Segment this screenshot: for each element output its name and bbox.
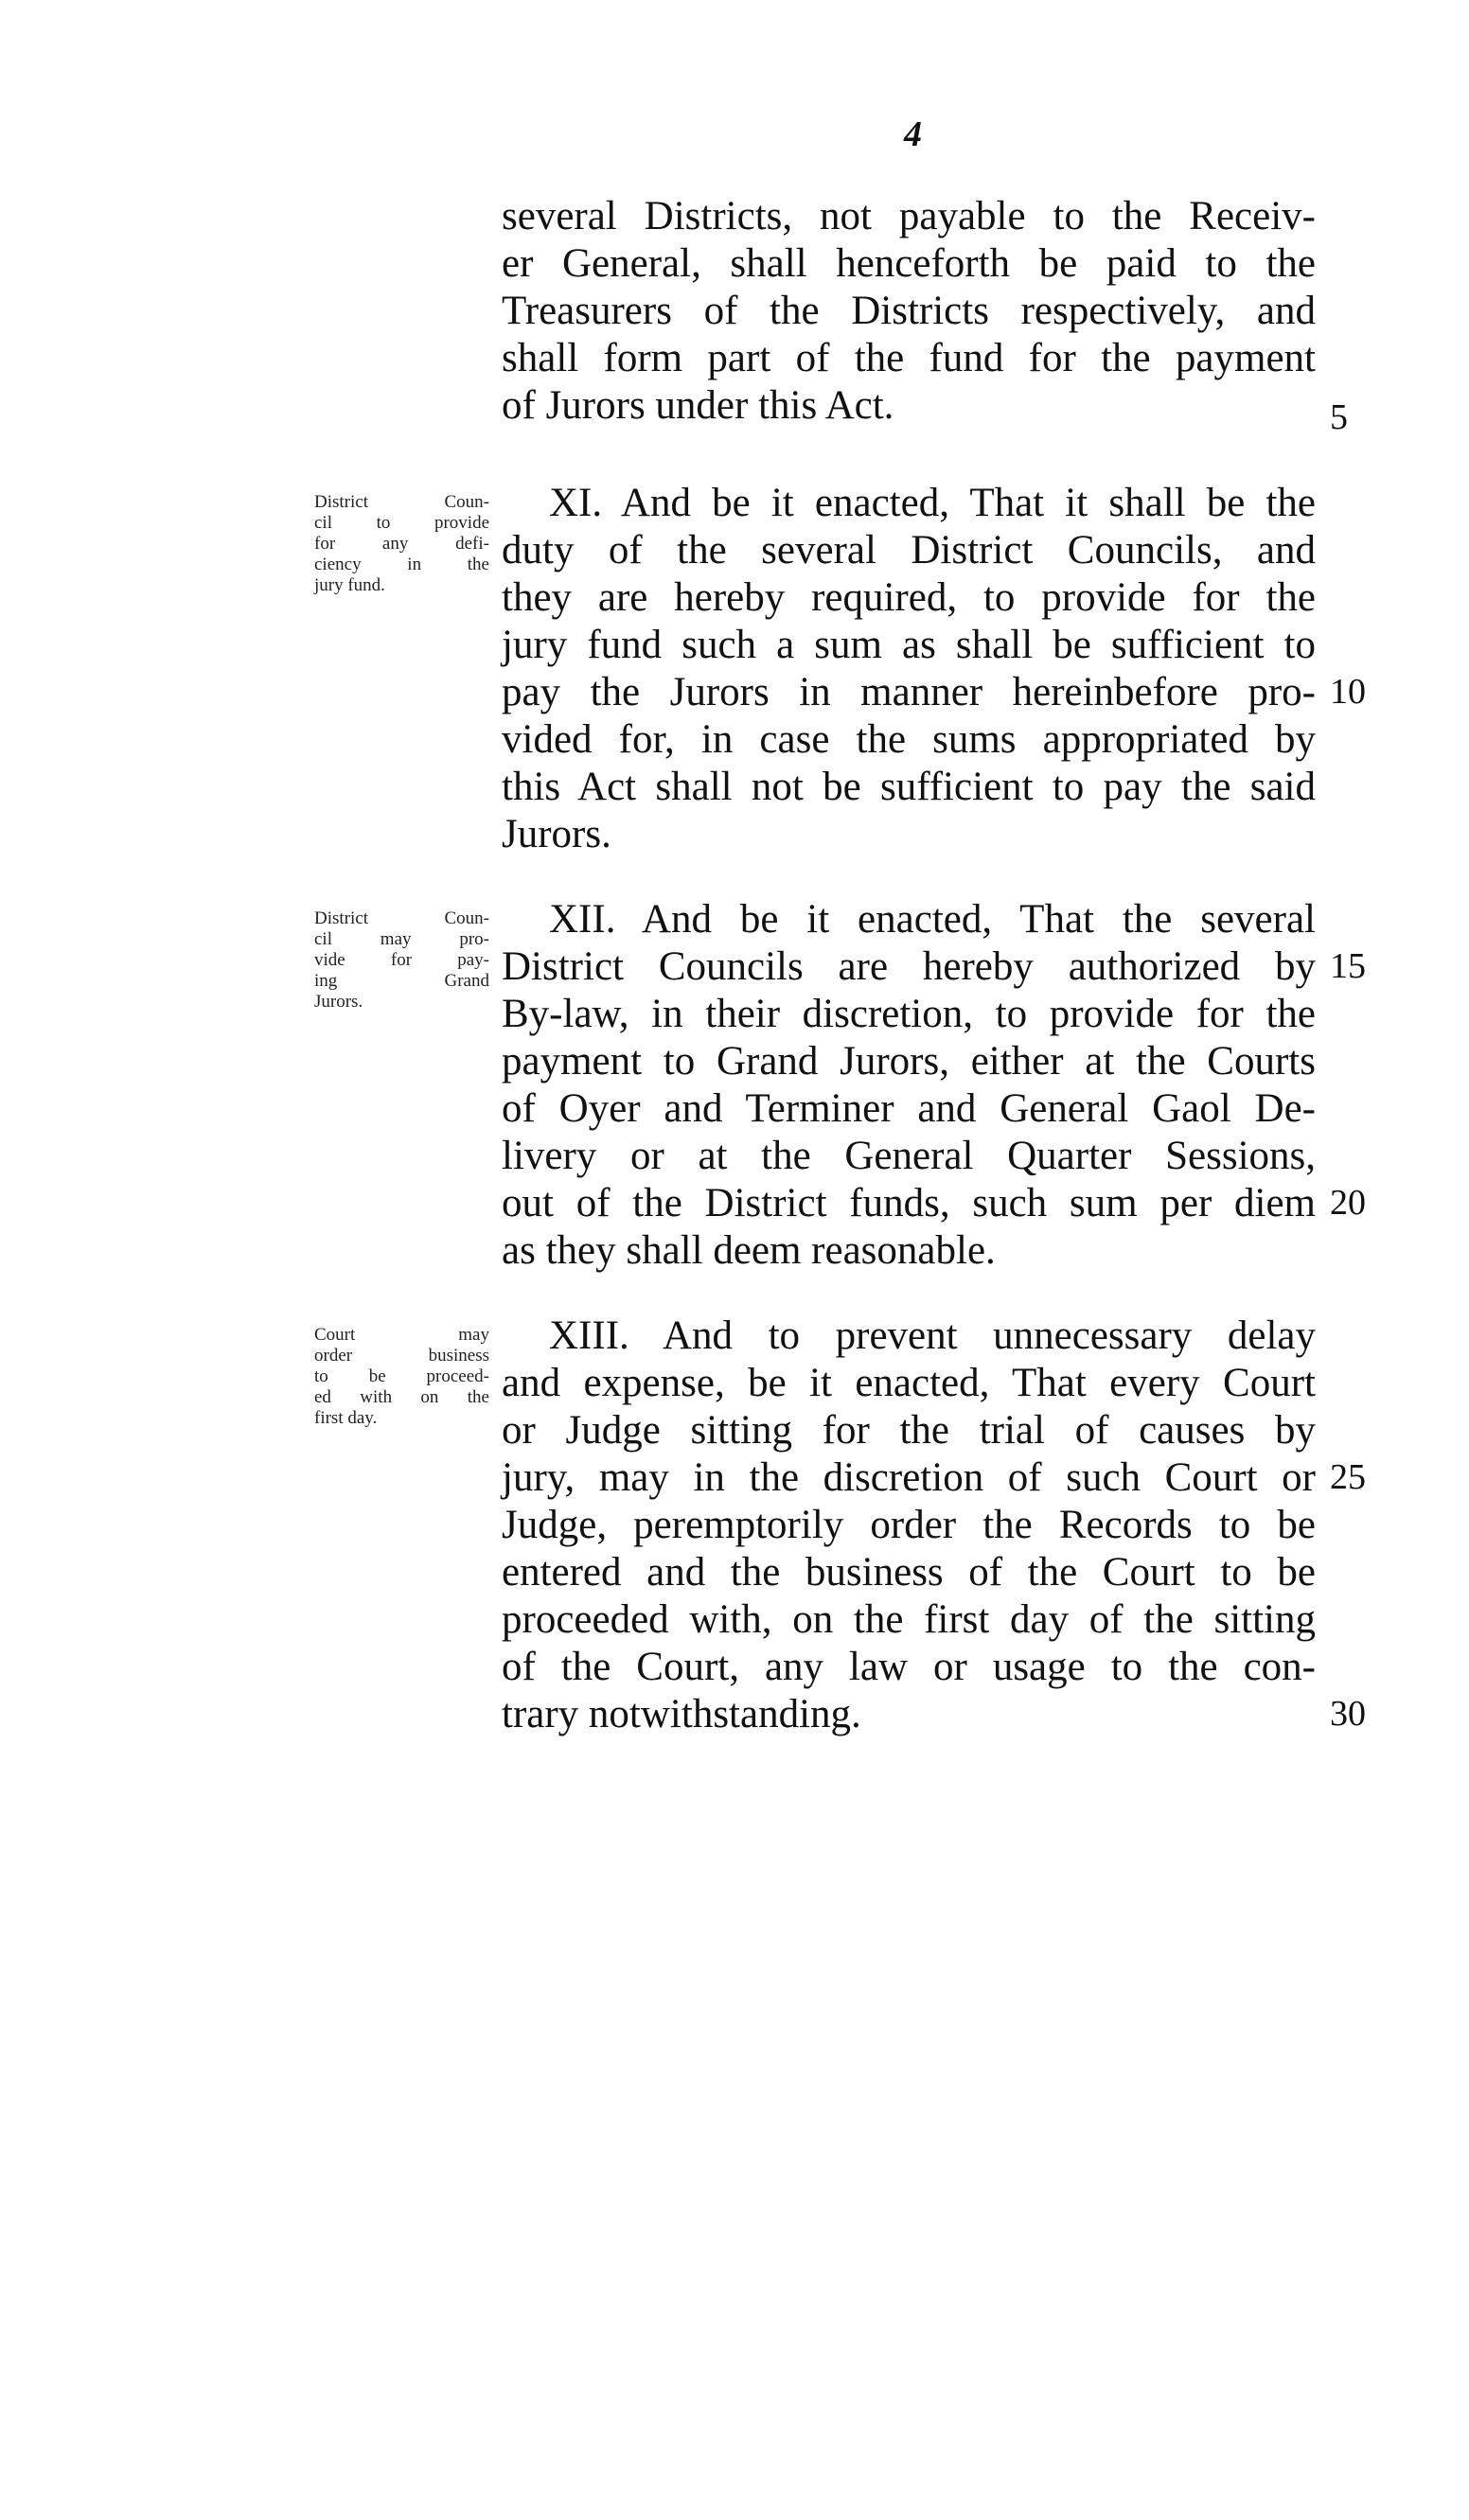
text-line: District Councils are hereby authorized by <box>502 944 1316 989</box>
text-line: of Oyer and Terminer and General Gaol De- <box>502 1086 1316 1131</box>
line-number: 25 <box>1330 1457 1366 1497</box>
text-line: shall form part of the fund for the payment <box>502 336 1316 380</box>
line-number: 10 <box>1330 672 1366 712</box>
text-line: several Districts, not payable to the Receiv- <box>502 194 1316 238</box>
text-line: as they shall deem reasonable. <box>502 1228 996 1273</box>
text-line: duty of the several District Councils, and <box>502 528 1316 573</box>
text-line: XII. And be it enacted, That the several <box>549 897 1316 942</box>
text-line: XIII. And to prevent unnecessary delay <box>549 1313 1316 1358</box>
text-line: jury, may in the discretion of such Court or <box>502 1455 1316 1500</box>
text-line: er General, shall henceforth be paid to the <box>502 241 1316 286</box>
margin-note <box>314 492 489 596</box>
text-line: trary notwithstanding. <box>502 1692 861 1736</box>
text-line: of the Court, any law or usage to the con- <box>502 1645 1316 1689</box>
margin-note-line: Court may <box>314 1325 489 1345</box>
margin-note-line: Jurors. <box>314 992 363 1012</box>
margin-note-line: District Coun- <box>314 492 489 512</box>
margin-note-line: ed with on the <box>314 1387 489 1407</box>
line-number: 5 <box>1330 397 1348 437</box>
text-line: of Jurors under this Act. <box>502 383 894 428</box>
text-line: this Act shall not be sufficient to pay the said <box>502 765 1316 809</box>
margin-note-line: cil may pro- <box>314 929 489 949</box>
margin-note-line: District Coun- <box>314 908 489 928</box>
margin-note-line: vide for pay- <box>314 950 489 970</box>
margin-note <box>314 1325 489 1429</box>
margin-note-line: first day. <box>314 1408 378 1428</box>
margin-note-line: cil to provide <box>314 513 489 533</box>
margin-note-line: for any defi- <box>314 534 489 554</box>
text-line: they are hereby required, to provide for the <box>502 575 1316 620</box>
text-line: proceeded with, on the first day of the sitting <box>502 1597 1316 1642</box>
margin-note-line: ciency in the <box>314 555 489 574</box>
line-number: 20 <box>1330 1183 1366 1223</box>
margin-note-line: to be proceed- <box>314 1366 489 1386</box>
text-line: By-law, in their discretion, to provide for the <box>502 992 1316 1036</box>
text-line: entered and the business of the Court to be <box>502 1550 1316 1595</box>
text-line: pay the Jurors in manner hereinbefore pro- <box>502 670 1316 714</box>
text-line: livery or at the General Quarter Sessions, <box>502 1134 1316 1178</box>
text-line: or Judge sitting for the trial of causes by <box>502 1408 1316 1453</box>
page-number: 4 <box>904 115 922 154</box>
text-line: vided for, in case the sums appropriated by <box>502 717 1316 762</box>
line-number: 30 <box>1330 1694 1366 1734</box>
text-line: out of the District funds, such sum per diem <box>502 1181 1316 1225</box>
text-line: payment to Grand Jurors, either at the Courts <box>502 1039 1316 1084</box>
text-line: and expense, be it enacted, That every Court <box>502 1361 1316 1405</box>
margin-note-line: jury fund. <box>314 575 385 595</box>
margin-note-line: ing Grand <box>314 971 489 991</box>
text-line: jury fund such a sum as shall be sufficient to <box>502 623 1316 667</box>
margin-note <box>314 908 489 1013</box>
margin-note-line: order business <box>314 1346 489 1366</box>
text-line: XI. And be it enacted, That it shall be the <box>549 481 1316 525</box>
text-line: Treasurers of the Districts respectively, and <box>502 289 1316 333</box>
text-line: Judge, peremptorily order the Records to be <box>502 1503 1316 1547</box>
text-line: Jurors. <box>502 812 611 856</box>
line-number: 15 <box>1330 946 1366 986</box>
